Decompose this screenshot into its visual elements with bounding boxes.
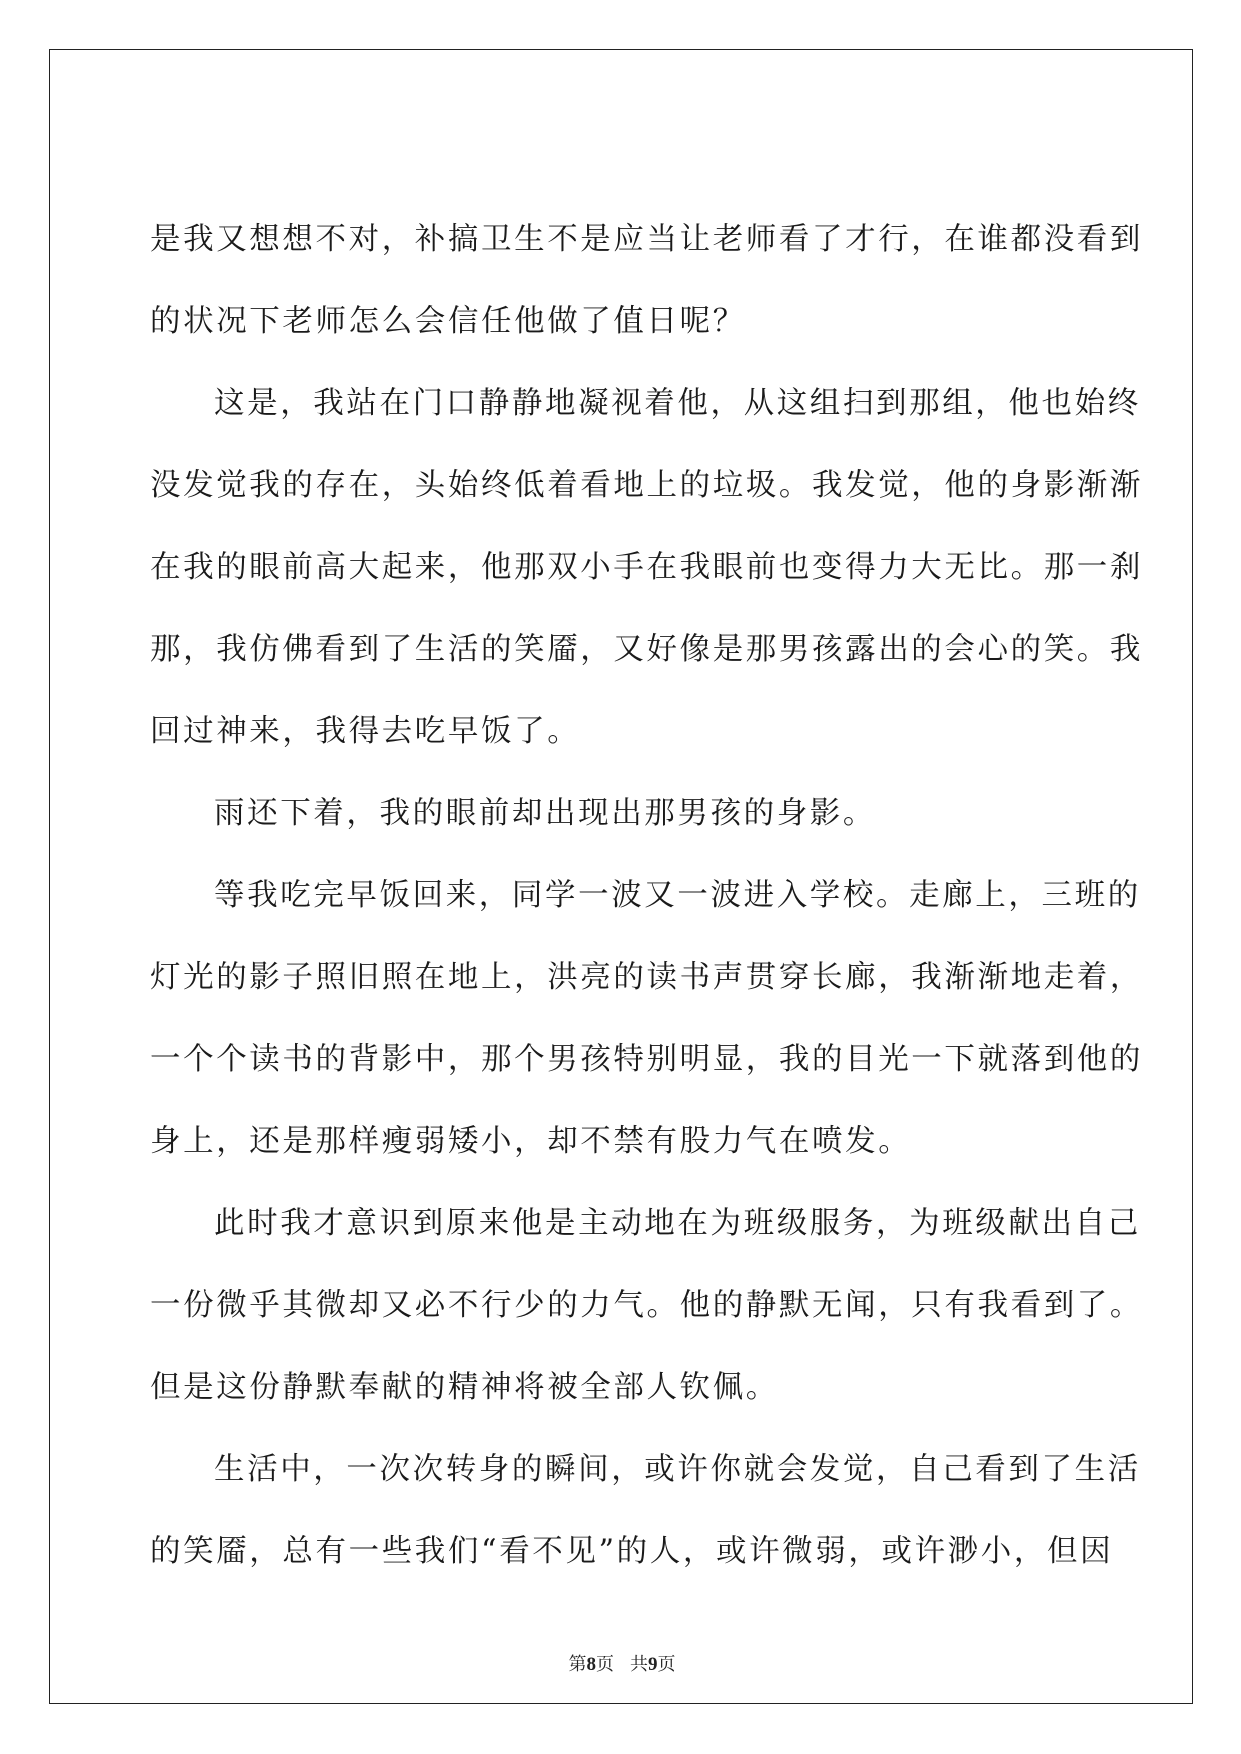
text-line: 但是这份静默奉献的精神将被全部人钦佩。 (150, 1370, 779, 1405)
text-line: 一个个读书的背影中，那个男孩特别明显，我的目光一下就落到他的 (150, 1042, 1143, 1077)
page-footer (50, 1653, 1194, 1677)
total-prefix: 共 (630, 1654, 648, 1675)
page-frame (49, 49, 1193, 1704)
page-suffix: 页 (596, 1654, 614, 1675)
text-line: 身上，还是那样瘦弱矮小，却不禁有股力气在喷发。 (150, 1124, 912, 1159)
text-line: 那，我仿佛看到了生活的笑靥，又好像是那男孩露出的会心的笑。我 (150, 632, 1143, 667)
total-page-number: 9 (648, 1654, 658, 1675)
text-line: 在我的眼前高大起来，他那双小手在我眼前也变得力大无比。那一刹 (150, 550, 1143, 585)
text-line: 的状况下老师怎么会信任他做了值日呢？ (150, 304, 746, 339)
paragraph-first-line: 等我吃完早饭回来，同学一波又一波进入学校。走廊上，三班的 (214, 878, 1141, 913)
text-line: 回过神来，我得去吃早饭了。 (150, 714, 581, 749)
paragraph-first-line: 生活中，一次次转身的瞬间，或许你就会发觉，自己看到了生活 (214, 1452, 1141, 1487)
document-body (150, 199, 1150, 1593)
text-line: 一份微乎其微却又必不行少的力气。他的静默无闻，只有我看到了。 (150, 1288, 1143, 1323)
text-line: 灯光的影子照旧照在地上，洪亮的读书声贯穿长廊，我渐渐地走着， (150, 960, 1143, 995)
text-line: 的笑靥，总有一些我们“看不见”的人，或许微弱，或许渺小，但因 (150, 1534, 1114, 1569)
page-prefix: 第 (568, 1654, 587, 1675)
text-line: 没发觉我的存在，头始终低着看地上的垃圾。我发觉，他的身影渐渐 (150, 468, 1143, 503)
paragraph-first-line: 这是，我站在门口静静地凝视着他，从这组扫到那组，他也始终 (214, 386, 1141, 421)
total-suffix: 页 (657, 1654, 676, 1675)
current-page-number: 8 (586, 1654, 596, 1675)
paragraph-first-line: 雨还下着，我的眼前却出现出那男孩的身影。 (214, 796, 876, 831)
paragraph-first-line: 此时我才意识到原来他是主动地在为班级服务，为班级献出自己 (214, 1206, 1141, 1241)
text-line: 是我又想想不对，补搞卫生不是应当让老师看了才行，在谁都没看到 (150, 222, 1143, 257)
